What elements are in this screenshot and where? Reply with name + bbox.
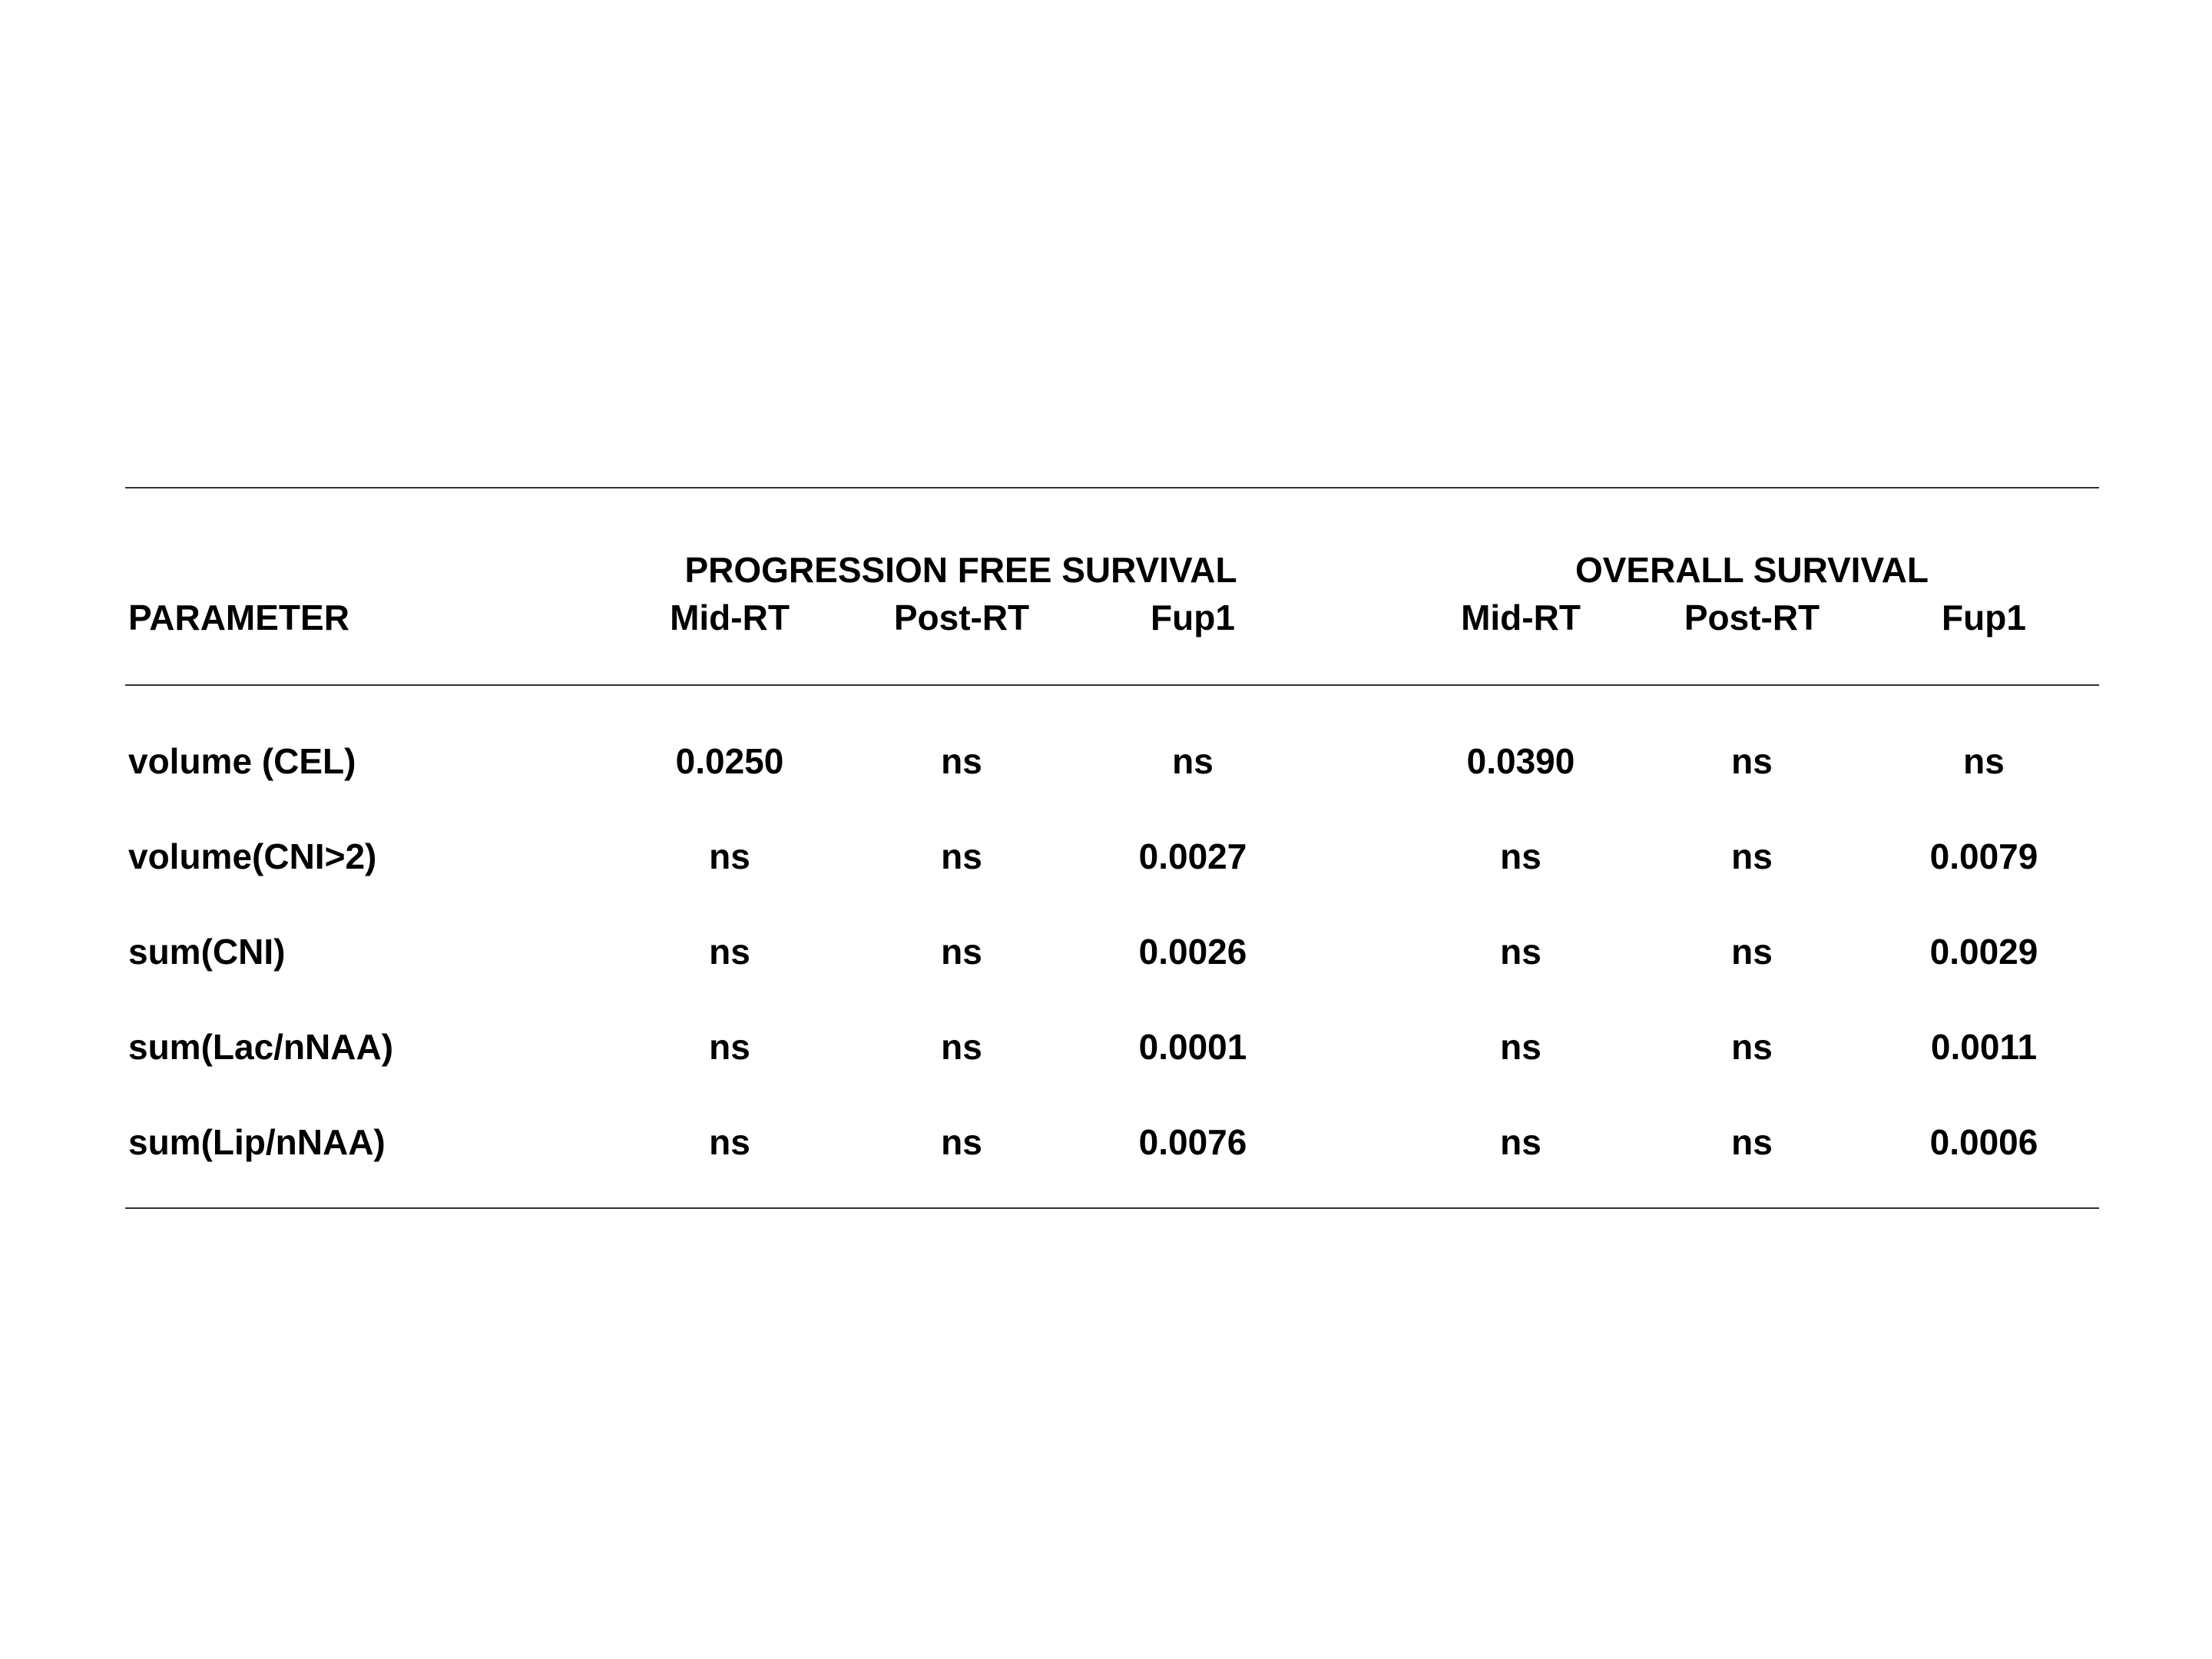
pfs-value: ns: [941, 932, 982, 972]
os-value: 0.0029: [1929, 932, 2038, 972]
os-col-header-mid-rt: Mid-RT: [1461, 598, 1581, 637]
table-header-rule: [125, 684, 2099, 686]
row-parameter: sum(Lip/nNAA): [128, 1122, 386, 1162]
row-parameter: sum(CNI): [128, 932, 286, 972]
table-bottom-rule: [125, 1207, 2099, 1209]
pfs-value: 0.0001: [1138, 1027, 1247, 1067]
os-value: ns: [1731, 741, 1773, 781]
pfs-value: ns: [1172, 741, 1214, 781]
pfs-value: 0.0250: [675, 741, 784, 781]
row-parameter: volume(CNI>2): [128, 836, 377, 876]
pfs-value: ns: [941, 741, 982, 781]
os-value: ns: [1500, 1122, 1541, 1162]
pfs-col-header-fup1: Fup1: [1151, 598, 1235, 637]
pfs-value: ns: [709, 1122, 750, 1162]
pfs-value: ns: [941, 1122, 982, 1162]
pfs-value: 0.0076: [1138, 1122, 1247, 1162]
os-value: ns: [1500, 932, 1541, 972]
os-value: ns: [1500, 1027, 1541, 1067]
row-parameter: sum(Lac/nNAA): [128, 1027, 394, 1067]
pfs-value: ns: [709, 932, 750, 972]
os-value: ns: [1731, 932, 1773, 972]
pfs-group-header: PROGRESSION FREE SURVIVAL: [684, 550, 1237, 590]
pfs-value: 0.0026: [1138, 932, 1247, 972]
os-value: ns: [1963, 741, 2005, 781]
table-top-rule: [125, 487, 2099, 488]
parameter-header: PARAMETER: [128, 598, 349, 637]
os-group-header: OVERALL SURVIVAL: [1575, 550, 1929, 590]
os-value: ns: [1731, 1027, 1773, 1067]
os-value: 0.0006: [1929, 1122, 2038, 1162]
pfs-value: ns: [709, 836, 750, 876]
os-col-header-fup1: Fup1: [1942, 598, 2026, 637]
os-value: 0.0079: [1929, 836, 2038, 876]
pfs-value: ns: [941, 1027, 982, 1067]
pfs-value: 0.0027: [1138, 836, 1247, 876]
os-value: 0.0390: [1466, 741, 1575, 781]
os-col-header-post-rt: Post-RT: [1684, 598, 1820, 637]
pfs-value: ns: [941, 836, 982, 876]
pfs-col-header-mid-rt: Mid-RT: [670, 598, 790, 637]
pfs-value: ns: [709, 1027, 750, 1067]
os-value: 0.0011: [1930, 1027, 2038, 1067]
os-value: ns: [1731, 836, 1773, 876]
os-value: ns: [1500, 836, 1541, 876]
row-parameter: volume (CEL): [128, 741, 356, 781]
pfs-col-header-post-rt: Post-RT: [893, 598, 1030, 637]
os-value: ns: [1731, 1122, 1773, 1162]
